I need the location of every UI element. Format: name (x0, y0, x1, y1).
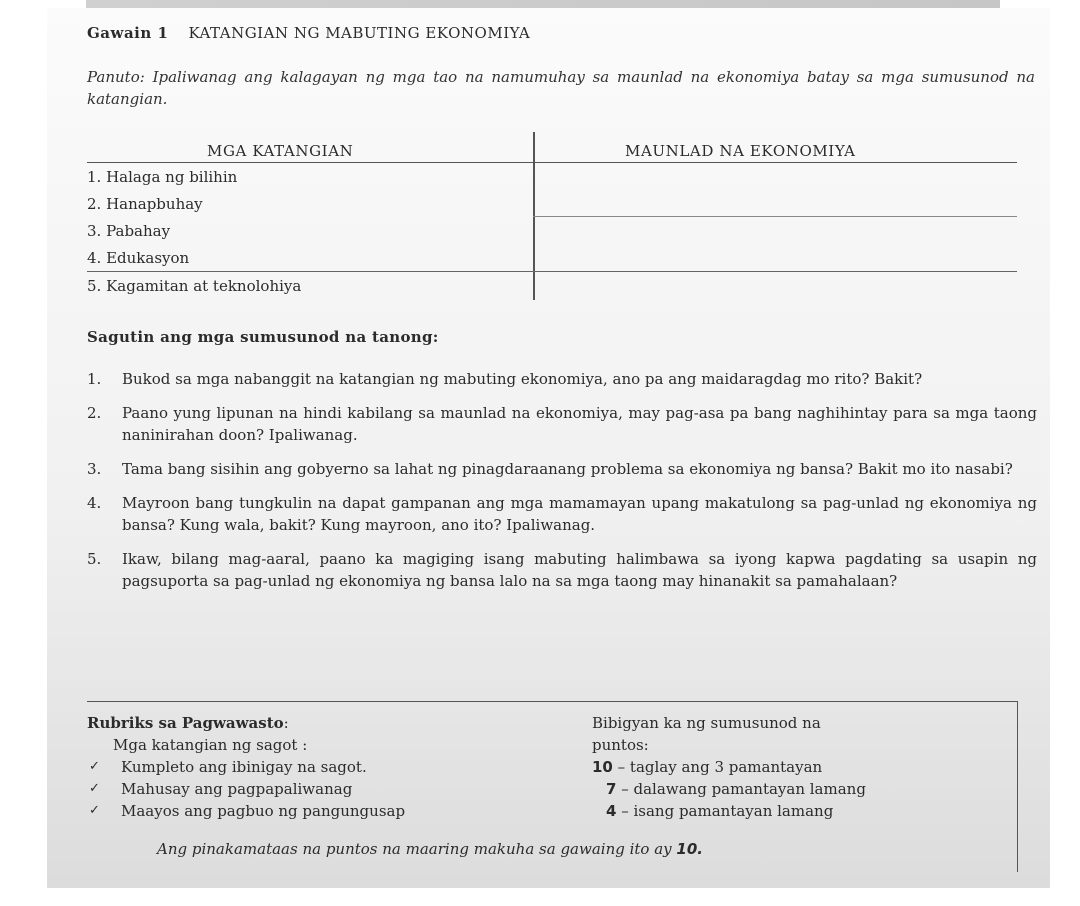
criterion-text: Maayos ang pagbuo ng pangungusap (121, 802, 406, 820)
row-label: 5. Kagamitan at teknolohiya (87, 277, 302, 295)
final-note-text: Ang pinakamataas na puntos na maaring makuha sa gawaing ito ay (157, 840, 677, 858)
criterion-text: Mahusay ang pagpapaliwanag (121, 780, 353, 798)
points-row (592, 800, 1012, 822)
activity-title-text: KATANGIAN NG MABUTING EKONOMIYA (188, 24, 531, 42)
rubric-points (592, 712, 1012, 822)
question-number: 5. (87, 550, 102, 568)
rubric-box (87, 701, 1018, 872)
question-item (87, 402, 1037, 446)
instructions: Panuto: Ipaliwanag ang kalagayan ng mga tao na namumuhay sa maunlad na ekonomiya batay sa mga sumusunod na katangian. (87, 68, 1035, 108)
criterion-text: Kumpleto ang ibinigay na sagot. (121, 758, 367, 776)
points-row (592, 756, 1012, 778)
questions-heading: Sagutin ang mga sumusunod na tanong: (87, 328, 439, 346)
points-desc: – taglay ang 3 pamantayan (612, 758, 823, 776)
question-number: 4. (87, 494, 102, 512)
question-number: 1. (87, 370, 102, 388)
table-row (87, 244, 1017, 272)
rubric-title: Rubriks sa Pagwawasto (87, 714, 284, 732)
row-label: 4. Edukasyon (87, 249, 190, 267)
worksheet-page (47, 8, 1050, 888)
rubric-criterion (87, 778, 405, 800)
top-scan-edge (0, 0, 1080, 8)
points-desc: – dalawang pamantayan lamang (616, 780, 866, 798)
rubric-final-note (157, 840, 703, 858)
points-value: 10 (592, 758, 613, 776)
table-header (87, 132, 1017, 163)
header-mga-katangian: MGA KATANGIAN (207, 142, 354, 160)
question-text: Bukod sa mga nabanggit na katangian ng mabuting ekonomiya, ano pa ang maidaragdag mo rito? Bakit? (122, 370, 923, 388)
points-intro-line2: puntos: (592, 736, 649, 754)
row-label: 2. Hanapbuhay (87, 195, 203, 213)
question-number: 2. (87, 404, 102, 422)
rubric-title-line (87, 712, 405, 734)
gawain-label: Gawain 1 (87, 24, 169, 42)
question-text: Paano yung lipunan na hindi kabilang sa maunlad na ekonomiya, may pag-asa pa bang naghihintay para sa mga taong naninirahan doon? Ipaliwanag. (122, 404, 1037, 444)
points-intro-line1: Bibigyan ka ng sumusunod na (592, 714, 821, 732)
check-mark-icon: ✓ (89, 803, 100, 818)
questions-list (87, 368, 1037, 604)
katangian-table (87, 132, 1017, 299)
question-item (87, 458, 1037, 480)
row-label: 3. Pabahay (87, 222, 171, 240)
points-value: 4 (606, 802, 617, 820)
check-mark-icon: ✓ (89, 781, 100, 796)
question-text: Mayroon bang tungkulin na dapat gampanan ang mga mamamayan upang makatulong sa pag-unlad ng ekonomiya ng bansa? Kung wala, bakit? Kung mayroon, ano ito? Ipaliwanag. (122, 494, 1037, 534)
question-text: Tama bang sisihin ang gobyerno sa lahat ng pinagdaraanang problema sa ekonomiya ng bansa? Bakit mo ito nasabi? (122, 460, 1013, 478)
question-item (87, 492, 1037, 536)
final-note-value: 10. (676, 840, 703, 858)
header-maunlad-na-ekonomiya: MAUNLAD NA EKONOMIYA (625, 142, 856, 160)
table-row (87, 217, 1017, 244)
check-mark-icon: ✓ (89, 759, 100, 774)
table-row (87, 163, 1017, 190)
question-item (87, 548, 1037, 592)
rubric-title-colon: : (283, 714, 289, 732)
activity-title (87, 24, 530, 42)
table-row (87, 272, 1017, 299)
question-text: Ikaw, bilang mag-aaral, paano ka magiging isang mabuting halimbawa sa iyong kapwa pagdating sa usapin ng pagsuporta sa pag-unlad ng ekonomiya ng bansa lalo na sa mga taong may hinanakit sa pamahalaan? (122, 550, 1037, 590)
row-label: 1. Halaga ng bilihin (87, 168, 238, 186)
rubric-subtitle: Mga katangian ng sagot : (113, 736, 308, 754)
points-desc: – isang pamantayan lamang (616, 802, 834, 820)
table-row (87, 190, 1017, 217)
question-item (87, 368, 1037, 390)
rubric-criterion (87, 800, 405, 822)
points-row (592, 778, 1012, 800)
points-value: 7 (606, 780, 617, 798)
rubric-criteria (87, 712, 405, 822)
rubric-criterion (87, 756, 405, 778)
question-number: 3. (87, 460, 102, 478)
